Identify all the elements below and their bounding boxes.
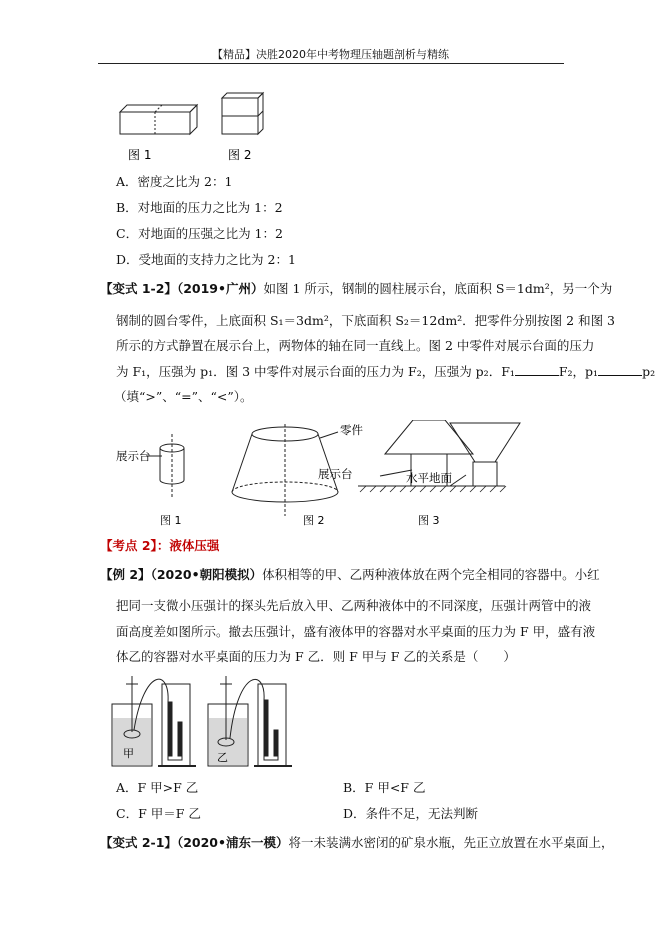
blocks-figure — [110, 84, 290, 166]
q12-source: （2019•广州） — [176, 281, 264, 296]
fig-caption-1: 图 1 — [128, 148, 152, 162]
kaodian-title: ：液体压强 — [156, 538, 220, 553]
q12-text4a: 为 F₁，压强为 p₁．图 3 中零件对展示台面的压力为 F₂，压强为 p₂．F₁ — [116, 364, 515, 379]
option-c: C．对地面的压强之比为 1：2 — [116, 226, 283, 241]
page-header: 【精品】决胜2020年中考物理压轴题剖析与精练 — [212, 48, 449, 61]
ex2-option-a: A．F 甲>F 乙 — [116, 780, 199, 795]
ex2-option-b: B．F 甲<F 乙 — [343, 780, 426, 795]
kaodian-tag: 【考点 2】 — [100, 538, 157, 553]
label-stand-2: 展示台 — [318, 467, 353, 481]
stand-parts-figure — [110, 420, 530, 532]
label-part: 零件 — [340, 423, 363, 437]
q21-tag: 【变式 2-1】 — [100, 835, 177, 850]
pressure-gauge-figure — [104, 674, 304, 774]
fig12-caption-3: 图 3 — [418, 514, 440, 527]
ex2-tag: 【例 2】 — [100, 567, 151, 582]
q12-text4c: p₂ — [642, 364, 656, 379]
q12-line3: 所示的方式静置在展示台上，两物体的轴在同一直线上。图 2 中零件对展示台面的压力 — [116, 338, 595, 353]
ex2-option-d: D．条件不足，无法判断 — [343, 806, 479, 821]
fig-caption-2: 图 2 — [228, 148, 252, 162]
ex2-line3: 面高度差如图所示。撤去压强计，盛有液体甲的容器对水平桌面的压力为 F 甲，盛有液 — [116, 624, 596, 639]
q21-line1 — [100, 835, 613, 851]
q12-text4b: F₂，p₁ — [558, 364, 599, 379]
label-ground: 水平地面 — [406, 471, 452, 485]
label-stand: 展示台 — [116, 449, 151, 463]
q12-text1: 如图 1 所示，钢制的圆柱展示台，底面积 S＝1dm²，另一个为 — [263, 281, 613, 296]
ex2-option-c: C．F 甲＝F 乙 — [116, 806, 201, 821]
ex2-line1 — [100, 567, 600, 583]
ex2-line2: 把同一支微小压强计的探头先后放入甲、乙两种液体中的不同深度，压强计两管中的液 — [116, 598, 592, 613]
fig12-caption-1: 图 1 — [160, 514, 182, 527]
fig12-caption-2: 图 2 — [303, 514, 325, 527]
kaodian-heading — [100, 538, 219, 554]
q12-line5: （填“>”、“=”、“<”）。 — [114, 389, 253, 404]
answer-blank-2 — [598, 365, 642, 376]
q12-line1 — [100, 281, 612, 297]
label-jia: 甲 — [123, 747, 134, 760]
q21-source: （2020•浦东一模） — [176, 835, 289, 850]
label-yi: 乙 — [217, 751, 228, 764]
ex2-text1: 体积相等的甲、乙两种液体放在两个完全相同的容器中。小红 — [262, 567, 600, 582]
answer-blank-1 — [515, 365, 559, 376]
header-rule — [98, 63, 564, 64]
ex2-source: （2020•朝阳模拟） — [150, 567, 263, 582]
option-d: D．受地面的支持力之比为 2：1 — [116, 252, 296, 267]
option-b: B．对地面的压力之比为 1：2 — [116, 200, 283, 215]
q12-tag: 【变式 1-2】 — [100, 281, 177, 296]
q12-line4 — [116, 364, 655, 380]
q12-line2: 钢制的圆台零件，上底面积 S₁＝3dm²，下底面积 S₂＝12dm²．把零件分别按图 2 和图 3 — [116, 313, 616, 328]
q21-text: 将一未装满水密闭的矿泉水瓶，先正立放置在水平桌面上， — [288, 835, 614, 850]
ex2-line4: 体乙的容器对水平桌面的压力为 F 乙．则 F 甲与 F 乙的关系是（ ） — [116, 649, 516, 664]
option-a: A．密度之比为 2：1 — [116, 174, 233, 189]
